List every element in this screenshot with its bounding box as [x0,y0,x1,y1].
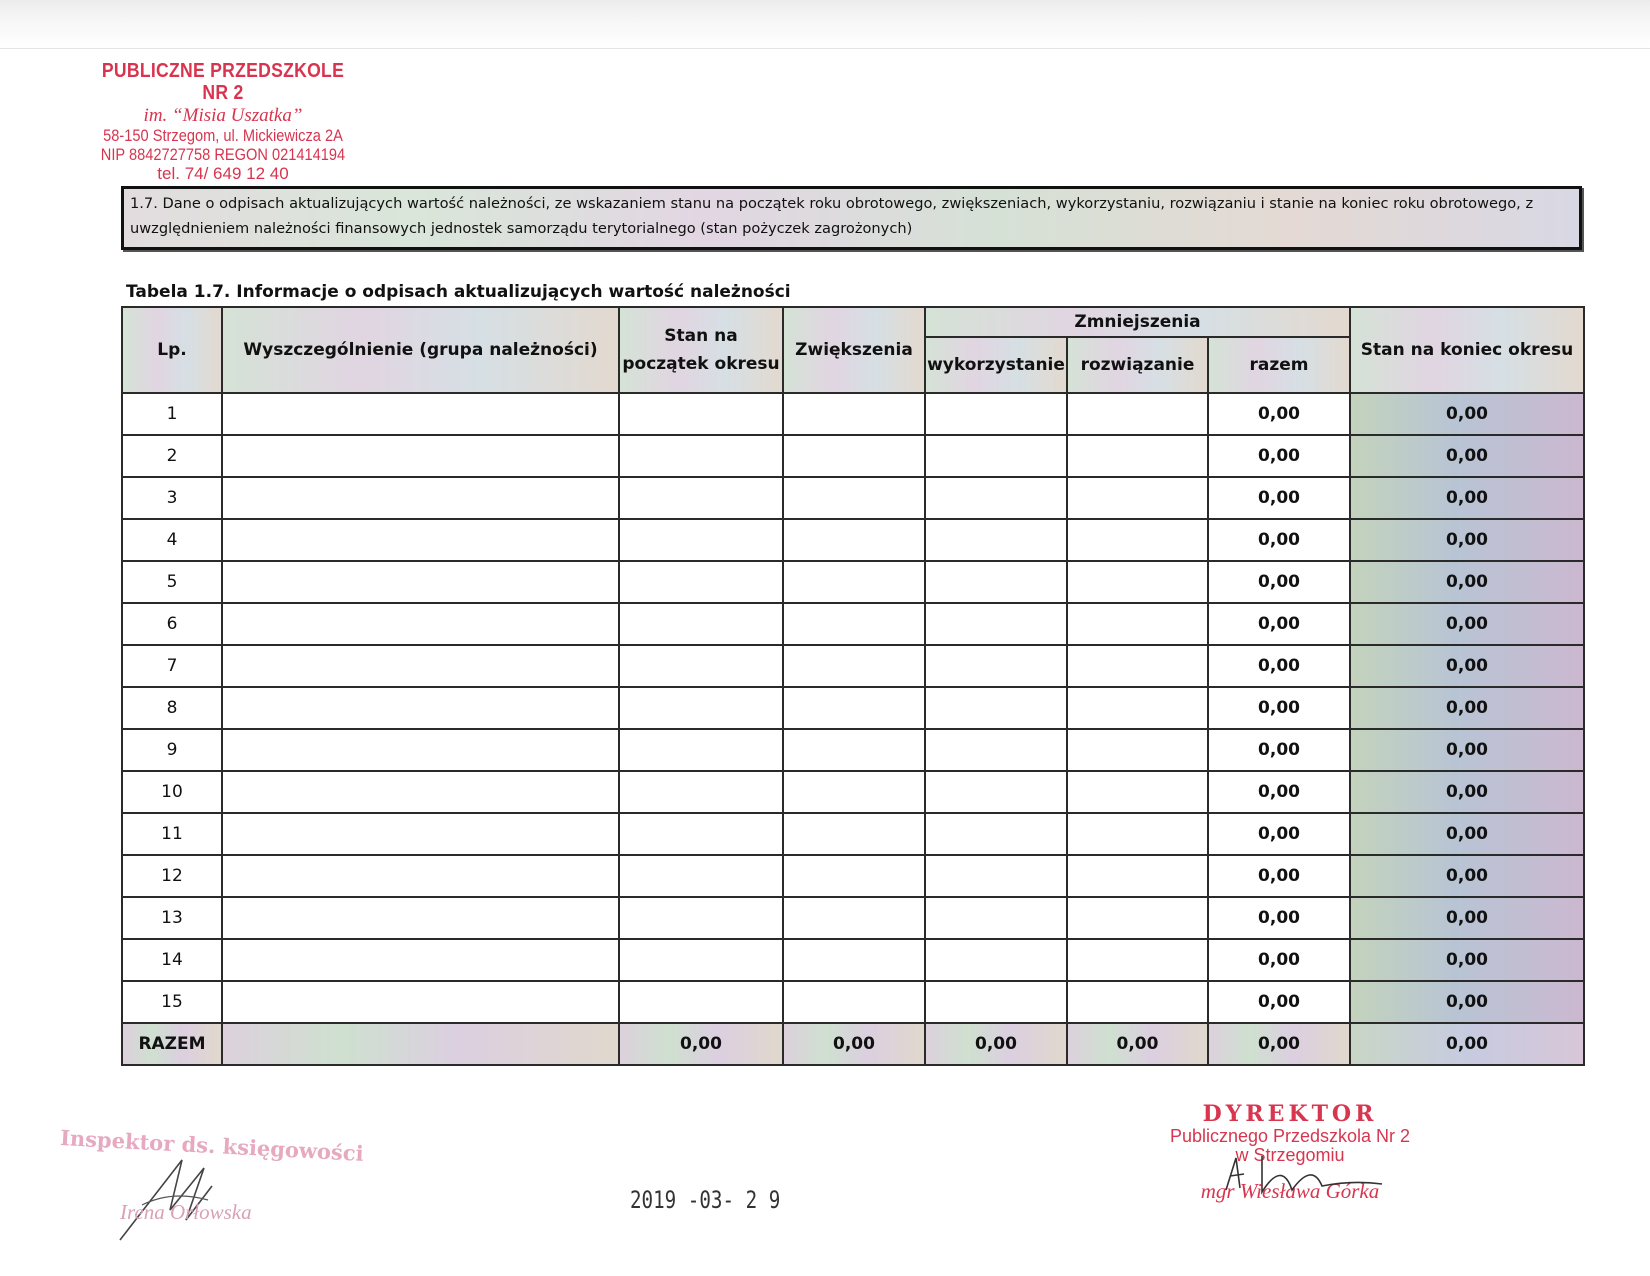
allowance-table [121,306,1585,1066]
table-caption: Tabela 1.7. Informacje o odpisach aktualizujących wartość należności [126,282,791,302]
row-lp: 1 [122,393,222,435]
row-usage [925,519,1067,561]
total-row [122,1023,1584,1065]
row-sum: 0,00 [1208,561,1350,603]
row-release [1067,477,1208,519]
row-lp: 12 [122,855,222,897]
table-row [122,771,1584,813]
stamp-line-ids: NIP 8842727758 REGON 021414194 [100,145,346,165]
row-start [619,477,783,519]
table-row [122,687,1584,729]
row-usage [925,981,1067,1023]
row-lp: 3 [122,477,222,519]
row-sum: 0,00 [1208,939,1350,981]
header-increase: Zwiększenia [783,307,925,393]
row-sum: 0,00 [1208,435,1350,477]
row-sum: 0,00 [1208,813,1350,855]
director-name: mgr Wiesława Górka [1200,1179,1380,1203]
director-title: DYREKTOR [1202,1101,1378,1127]
row-release [1067,603,1208,645]
stamp-line-name: PUBLICZNE PRZEDSZKOLE NR 2 [101,60,345,105]
row-start [619,855,783,897]
row-start [619,645,783,687]
row-usage [925,813,1067,855]
header-sum: razem [1208,337,1350,393]
row-description [222,393,619,435]
row-start [619,897,783,939]
row-description [222,771,619,813]
row-end: 0,00 [1350,897,1584,939]
row-end: 0,00 [1350,855,1584,897]
row-end: 0,00 [1350,813,1584,855]
row-lp: 4 [122,519,222,561]
row-release [1067,393,1208,435]
row-release [1067,813,1208,855]
total-label: RAZEM [122,1023,222,1065]
row-increase [783,687,925,729]
row-increase [783,939,925,981]
row-release [1067,435,1208,477]
total-description [222,1023,619,1065]
row-sum: 0,00 [1208,603,1350,645]
row-description [222,855,619,897]
row-usage [925,561,1067,603]
stamp-line-patron: im. “Misia Uszatka” [143,104,303,126]
table-row [122,645,1584,687]
row-sum: 0,00 [1208,981,1350,1023]
row-end: 0,00 [1350,603,1584,645]
scan-top-strip [0,0,1650,49]
row-lp: 15 [122,981,222,1023]
row-increase [783,603,925,645]
row-increase [783,981,925,1023]
table-row [122,939,1584,981]
total-end: 0,00 [1350,1023,1584,1065]
row-start [619,813,783,855]
row-usage [925,729,1067,771]
row-sum: 0,00 [1208,855,1350,897]
row-lp: 11 [122,813,222,855]
row-description [222,981,619,1023]
total-start: 0,00 [619,1023,783,1065]
row-start [619,561,783,603]
row-start [619,729,783,771]
row-sum: 0,00 [1208,393,1350,435]
row-sum: 0,00 [1208,645,1350,687]
row-description [222,687,619,729]
row-end: 0,00 [1350,687,1584,729]
row-end: 0,00 [1350,771,1584,813]
row-start [619,603,783,645]
stamp-line-address: 58-150 Strzegom, ul. Mickiewicza 2A [103,126,343,146]
row-release [1067,519,1208,561]
institution-stamp [78,60,368,183]
row-start [619,981,783,1023]
row-usage [925,477,1067,519]
table-row [122,435,1584,477]
row-release [1067,981,1208,1023]
row-usage [925,897,1067,939]
row-description [222,603,619,645]
row-sum: 0,00 [1208,897,1350,939]
row-lp: 6 [122,603,222,645]
inspector-stamp: Inspektor ds. księgowości [59,1125,365,1166]
row-sum: 0,00 [1208,729,1350,771]
row-release [1067,645,1208,687]
director-institution: Publicznego Przedszkola Nr 2 [1169,1126,1411,1146]
inspector-name: Irena Orłowska [120,1200,252,1224]
header-start-balance: Stan na początek okresu [619,307,783,393]
row-increase [783,813,925,855]
row-usage [925,393,1067,435]
table-row [122,855,1584,897]
row-description [222,645,619,687]
table-row [122,393,1584,435]
stamp-line-phone: tel. 74/ 649 12 40 [157,164,289,184]
row-lp: 13 [122,897,222,939]
row-release [1067,939,1208,981]
row-usage [925,645,1067,687]
row-increase [783,561,925,603]
row-start [619,435,783,477]
row-end: 0,00 [1350,939,1584,981]
row-description [222,519,619,561]
row-lp: 10 [122,771,222,813]
header-release: rozwiązanie [1067,337,1208,393]
total-increase: 0,00 [783,1023,925,1065]
table-row [122,981,1584,1023]
row-usage [925,435,1067,477]
table-body [122,393,1584,1023]
row-end: 0,00 [1350,645,1584,687]
row-description [222,561,619,603]
table-row [122,813,1584,855]
row-increase [783,645,925,687]
header-lp: Lp. [122,307,222,393]
table-row [122,561,1584,603]
row-lp: 9 [122,729,222,771]
row-lp: 8 [122,687,222,729]
header-decrease-group: Zmniejszenia [925,307,1350,337]
row-start [619,519,783,561]
row-start [619,687,783,729]
row-increase [783,771,925,813]
row-increase [783,477,925,519]
row-sum: 0,00 [1208,687,1350,729]
row-end: 0,00 [1350,477,1584,519]
row-lp: 2 [122,435,222,477]
row-usage [925,603,1067,645]
row-sum: 0,00 [1208,519,1350,561]
row-end: 0,00 [1350,435,1584,477]
row-sum: 0,00 [1208,771,1350,813]
table-row [122,519,1584,561]
row-start [619,393,783,435]
director-city: w Strzegomiu [1235,1145,1345,1165]
table-row [122,729,1584,771]
row-increase [783,435,925,477]
row-release [1067,855,1208,897]
header-usage: wykorzystanie [925,337,1067,393]
row-release [1067,561,1208,603]
row-increase [783,519,925,561]
table-row [122,897,1584,939]
total-release: 0,00 [1067,1023,1208,1065]
row-description [222,435,619,477]
row-usage [925,687,1067,729]
row-start [619,939,783,981]
total-sum: 0,00 [1208,1023,1350,1065]
date-stamp: 2019 -03- 2 9 [630,1186,781,1214]
row-description [222,897,619,939]
row-usage [925,855,1067,897]
row-description [222,939,619,981]
row-description [222,477,619,519]
row-end: 0,00 [1350,519,1584,561]
row-increase [783,729,925,771]
row-usage [925,939,1067,981]
table-row [122,603,1584,645]
row-end: 0,00 [1350,981,1584,1023]
header-end-balance: Stan na koniec okresu [1350,307,1584,393]
row-description [222,729,619,771]
row-release [1067,687,1208,729]
row-increase [783,897,925,939]
row-end: 0,00 [1350,561,1584,603]
table-row [122,477,1584,519]
row-release [1067,729,1208,771]
row-end: 0,00 [1350,393,1584,435]
row-usage [925,771,1067,813]
director-signature [1222,1150,1392,1210]
row-increase [783,393,925,435]
section-description: 1.7. Dane o odpisach aktualizujących wartość należności, ze wskazaniem stanu na początek roku obrotowego, zwiększeniach, wykorzystaniu, rozwiązaniu i stanie na koniec roku obrotowego, z uwzględnieniem należności finansowych jednostek samorządu terytorialnego (stan pożyczek zagrożonych) [121,186,1582,250]
row-lp: 14 [122,939,222,981]
row-sum: 0,00 [1208,477,1350,519]
row-end: 0,00 [1350,729,1584,771]
row-increase [783,855,925,897]
row-lp: 7 [122,645,222,687]
row-release [1067,897,1208,939]
total-usage: 0,00 [925,1023,1067,1065]
header-description: Wyszczególnienie (grupa należności) [222,307,619,393]
row-description [222,813,619,855]
row-start [619,771,783,813]
row-release [1067,771,1208,813]
row-lp: 5 [122,561,222,603]
